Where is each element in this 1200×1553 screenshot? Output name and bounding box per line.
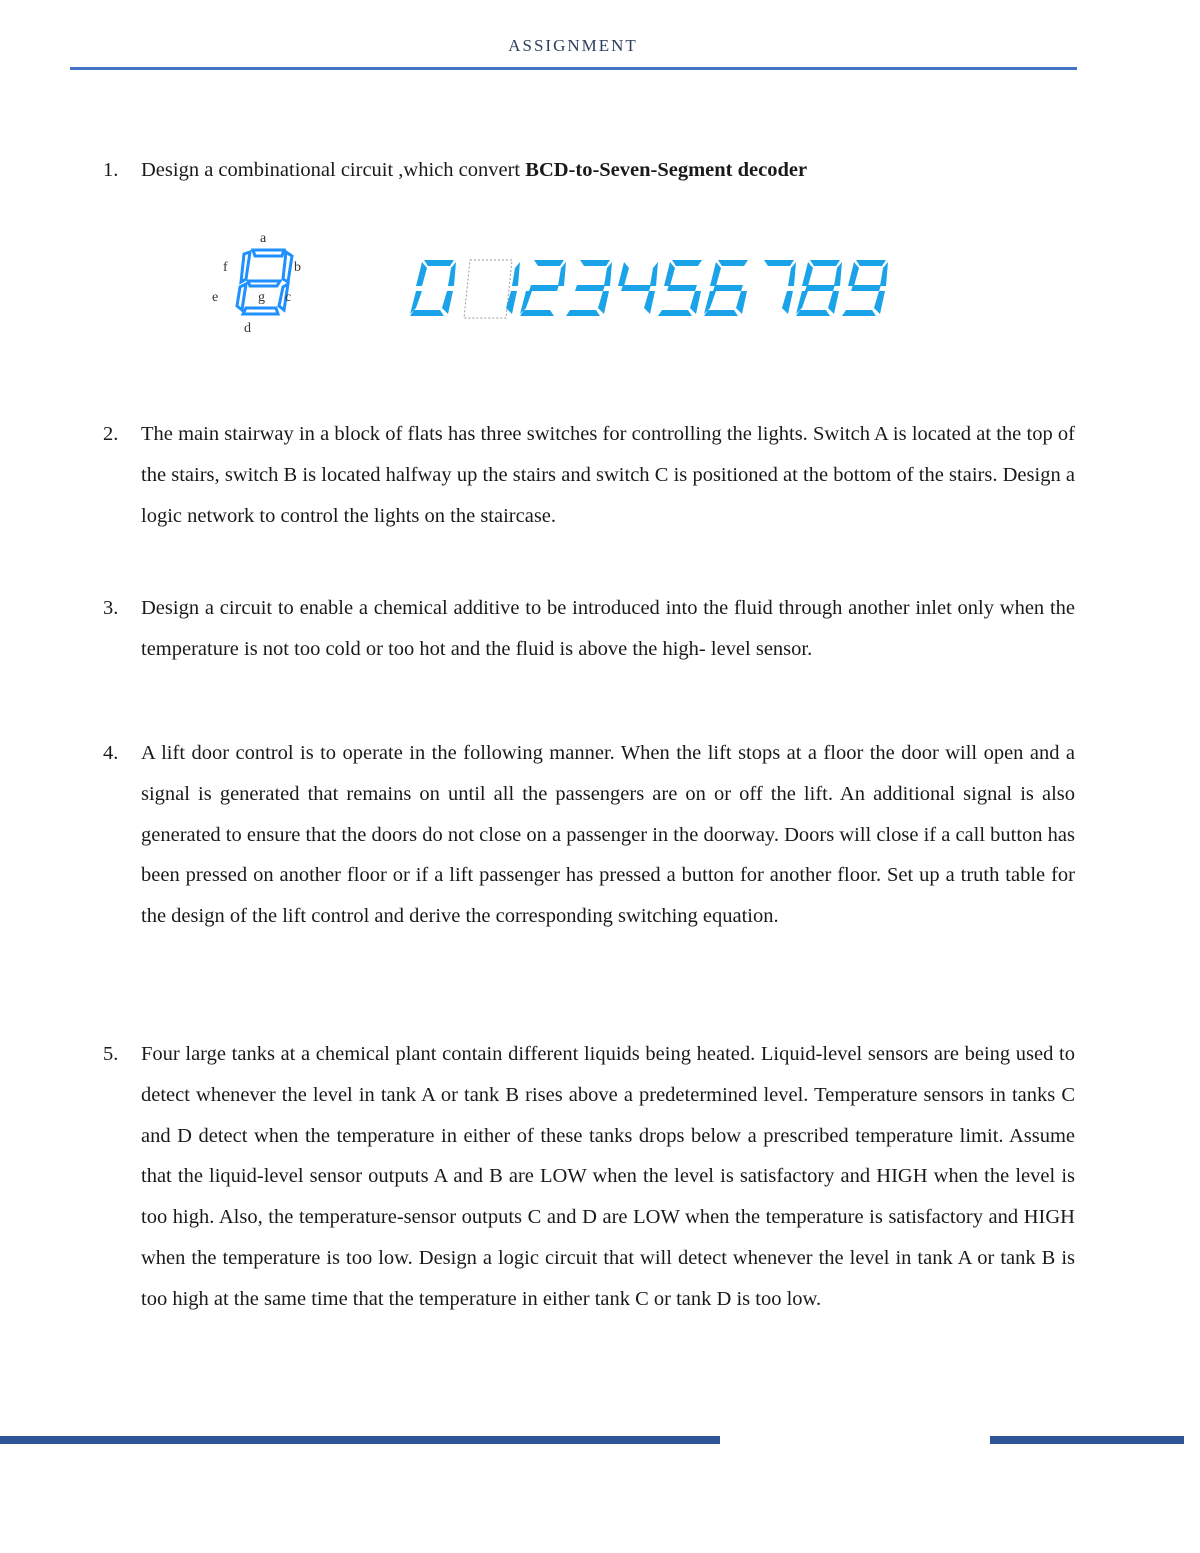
digit-9 — [842, 260, 888, 316]
digit-4-segment-g — [621, 285, 651, 291]
digit-1-segment-b — [512, 262, 520, 286]
digit-4-segment-c — [644, 291, 655, 314]
question-text: Four large tanks at a chemical plant contain different liquids being heated. Liquid-level sensors are being used to detect whenever the level in tank A or tank B rises above a predetermined level. Temperature sensors in tanks C and D detect when the temperature in either of these tanks drops below a prescribed temperature limit. Assume that the liquid-level sensor outputs A and B are LOW when the level is satisfactory and HIGH when the level is too high. Also, the temperature-sensor outputs C and D are LOW when the temperature is satisfactory and HIGH when the temperature is too low. Design a logic circuit that will detect whenever the level in tank A or tank B is too high at the same time that the temperature in either tank C or tank D is too low. — [141, 1043, 1075, 1310]
segment-label-b: b — [294, 260, 301, 275]
digit-0-segment-f — [416, 262, 427, 286]
question-2 — [103, 414, 1075, 536]
digit-9-segment-d — [842, 310, 876, 316]
digit-3 — [566, 260, 612, 316]
digit-1-segment-a — [488, 260, 518, 266]
question-number: 4. — [103, 742, 119, 764]
question-text: The main stairway in a block of flats has three switches for controlling the lights. Switch A is located at the top of the stairs, switch B is located halfway up the stairs and switch C is positioned at the bottom of the stairs. Design a logic network to control the lights on the staircase. — [141, 423, 1075, 527]
digit-3-segment-c — [598, 291, 609, 314]
question-5 — [103, 1034, 1075, 1320]
segment-label-c: c — [285, 290, 292, 305]
question-number: 1. — [103, 159, 119, 181]
digit-0-segment-c — [442, 291, 453, 314]
digit-5 — [658, 260, 704, 316]
digit-1 — [464, 260, 520, 318]
digit-9-segment-f — [848, 262, 859, 286]
digit-3-segment-f — [572, 262, 583, 286]
digit-9-segment-c — [874, 291, 885, 314]
digit-4-segment-e — [612, 291, 624, 314]
segment-f — [241, 252, 250, 282]
question-text: A lift door control is to operate in the following manner. When the lift stops at a floor the door will open and a signal is generated that remains on until all the passengers are on or off the lift. An additional signal is also generated to ensure that the doors do not close on a passenger in the doorway. Doors will close if a call button has been pressed on another floor or if a lift passenger has pressed a button for another floor. Set up a truth table for the design of the lift control and derive the corresponding switching equation. — [141, 742, 1076, 928]
digit-0-segment-d — [410, 310, 444, 316]
question-text: Design a combinational circuit ,which convert BCD-to-Seven-Segment decoder — [141, 159, 808, 181]
question-number: 3. — [103, 597, 119, 619]
segment-d — [243, 308, 278, 314]
digit-1-segment-d — [474, 310, 508, 316]
digit-1-segment-f — [480, 262, 491, 286]
digit-5-segment-d — [658, 310, 692, 316]
question-bold-term: BCD-to-Seven-Segment decoder — [525, 159, 808, 181]
digit-2-segment-d — [520, 310, 554, 316]
digit-0-segment-g — [419, 285, 449, 291]
seven-segment-digits — [408, 256, 898, 322]
digit-7-segment-g — [759, 285, 789, 291]
segment-label-a: a — [260, 231, 267, 246]
digit-5-segment-c — [690, 291, 701, 314]
digit-3-segment-g — [575, 285, 605, 291]
digit-1-outline — [464, 260, 512, 318]
segment-e — [237, 284, 246, 310]
page-header-title: ASSIGNMENT — [508, 36, 638, 55]
digit-2-segment-a — [534, 260, 564, 266]
digit-7-segment-c — [782, 291, 793, 314]
segment-label-e: e — [212, 290, 219, 305]
digit-7-segment-d — [750, 310, 784, 316]
segment-g — [248, 281, 280, 286]
digit-6-segment-f — [710, 262, 721, 286]
digit-6-segment-g — [713, 285, 743, 291]
digit-0 — [410, 260, 456, 316]
digit-4-segment-b — [650, 262, 658, 286]
header-rule — [70, 67, 1077, 70]
seven-segment-diagram — [208, 226, 308, 338]
digit-8-segment-a — [810, 260, 840, 266]
digit-0-segment-a — [424, 260, 454, 266]
digit-7 — [750, 260, 796, 316]
digit-8-segment-f — [802, 262, 813, 286]
digit-8-segment-g — [805, 285, 835, 291]
segment-label-f: f — [223, 260, 228, 275]
digit-5-segment-a — [672, 260, 702, 266]
question-3 — [103, 588, 1075, 670]
digit-6-segment-a — [718, 260, 748, 266]
digit-7-segment-e — [750, 291, 762, 314]
digit-9-segment-a — [856, 260, 886, 266]
digit-2-segment-f — [526, 262, 537, 286]
digit-8-segment-c — [828, 291, 839, 314]
segment-label-g: g — [258, 290, 265, 305]
digit-4 — [612, 260, 658, 316]
digit-6-segment-c — [736, 291, 747, 314]
digit-3-segment-d — [566, 310, 600, 316]
digit-6 — [704, 260, 750, 316]
digit-1-segment-c — [506, 291, 517, 314]
question-1 — [103, 150, 1075, 191]
footer-bar-right — [990, 1436, 1184, 1444]
digit-7-segment-a — [764, 260, 794, 266]
digit-5-segment-f — [664, 262, 675, 286]
digit-9-segment-g — [851, 285, 881, 291]
question-number: 2. — [103, 423, 119, 445]
digit-6-segment-d — [704, 310, 738, 316]
digit-4-segment-f — [618, 262, 629, 286]
segment-a — [253, 250, 284, 256]
digit-2 — [520, 260, 566, 316]
segment-label-d: d — [244, 321, 251, 336]
segment-b — [283, 252, 292, 282]
question-4 — [103, 733, 1075, 937]
digit-2-segment-g — [529, 285, 559, 291]
digit-3-segment-a — [580, 260, 610, 266]
digit-8-segment-d — [796, 310, 830, 316]
digit-8 — [796, 260, 842, 316]
digit-5-segment-g — [667, 285, 697, 291]
digit-2-segment-c — [552, 291, 563, 314]
question-number: 5. — [103, 1043, 119, 1065]
digit-4-segment-d — [612, 310, 646, 316]
question-text: Design a circuit to enable a chemical additive to be introduced into the fluid through another inlet only when the temperature is not too cold or too hot and the fluid is above the high- level sensor. — [141, 597, 1075, 660]
digit-1-segment-e — [474, 291, 486, 314]
digit-4-segment-a — [626, 260, 656, 266]
digit-7-segment-f — [756, 262, 767, 286]
footer-bar-left — [0, 1436, 720, 1444]
